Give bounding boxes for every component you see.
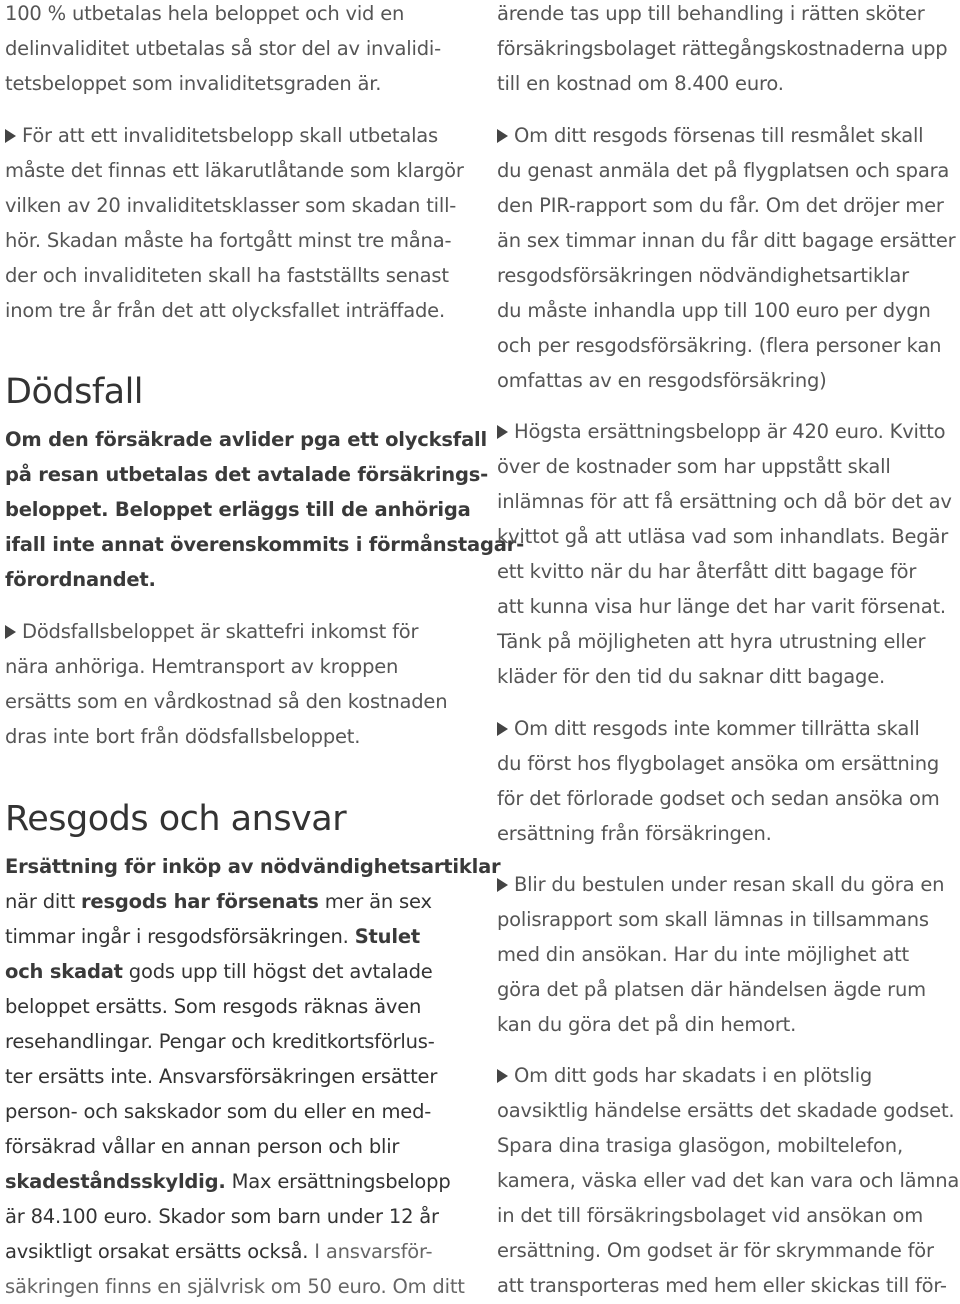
text-line: hör. Skadan måste ha fortgått minst tre måna-: [5, 229, 452, 252]
text-line: över de kostnader som har uppstått skall: [497, 455, 891, 478]
text-line: säkringen finns en självrisk om 50 euro. Om ditt: [5, 1275, 465, 1298]
text-line: Tänk på möjligheten att hyra utrustning eller: [497, 630, 926, 653]
text-line: till en kostnad om 8.400 euro.: [497, 72, 784, 95]
bullet-paragraph-line: Om ditt resgods försenas till resmålet skall: [497, 118, 923, 153]
text-line: göra det på platsen där händelsen ägde rum: [497, 978, 926, 1001]
text-line: tetsbeloppet som invaliditetsgraden är.: [5, 72, 382, 95]
bullet-paragraph-line: Dödsfallsbeloppet är skattefri inkomst för: [5, 614, 418, 649]
bullet-triangle-icon: [497, 722, 508, 736]
text-line: Spara dina trasiga glasögon, mobiltelefon,: [497, 1134, 903, 1157]
text-line: avsiktligt orsakat ersätts också. I ansvarsför-: [5, 1240, 433, 1263]
text-line: ärende tas upp till behandling i rätten sköter: [497, 2, 925, 25]
bullet-paragraph-line: För att ett invaliditetsbelopp skall utbetalas: [5, 118, 438, 153]
bold-text-line: beloppet. Beloppet erläggs till de anhöriga: [5, 498, 471, 521]
text-line: kan du göra det på din hemort.: [497, 1013, 797, 1036]
text-line: du genast anmäla det på flygplatsen och spara: [497, 159, 950, 182]
text-line: resgodsförsäkringen nödvändighetsartiklar: [497, 264, 909, 287]
text-line: person- och sakskador som du eller en med-: [5, 1100, 432, 1123]
text-line: nära anhöriga. Hemtransport av kroppen: [5, 655, 399, 678]
text-line: polisrapport som skall lämnas in tillsammans: [497, 908, 929, 931]
text-line: delinvaliditet utbetalas så stor del av invalidi-: [5, 37, 441, 60]
text-line: ter ersätts inte. Ansvarsförsäkringen ersätter: [5, 1065, 438, 1088]
text-line: att transporteras med hem eller skickas till för-: [497, 1274, 947, 1297]
text-line: der och invaliditeten skall ha fastställts senast: [5, 264, 449, 287]
text-line: vilken av 20 invaliditetsklasser som skadan till-: [5, 194, 457, 217]
text-line: ersätts som en vårdkostnad så den kostnaden: [5, 690, 448, 713]
bullet-triangle-icon: [497, 878, 508, 892]
bold-text-line: ifall inte annat överenskommits i förmånstagar-: [5, 533, 524, 556]
text-line: försäkrad vållar en annan person och blir: [5, 1135, 400, 1158]
text-line: ett kvitto när du har återfått ditt bagage för: [497, 560, 917, 583]
text-line: måste det finnas ett läkarutlåtande som klargör: [5, 159, 464, 182]
text-line: för det förlorade godset och sedan ansöka om: [497, 787, 940, 810]
bullet-triangle-icon: [5, 625, 16, 639]
text-line: resehandlingar. Pengar och kreditkortsförlus-: [5, 1030, 435, 1053]
bullet-paragraph-line: Blir du bestulen under resan skall du göra en: [497, 867, 944, 902]
text-line: omfattas av en resgodsförsäkring): [497, 369, 827, 392]
text-line: när ditt resgods har försenats mer än sex: [5, 890, 432, 913]
text-line: inlämnas för att få ersättning och då bör det av: [497, 490, 952, 513]
bullet-triangle-icon: [497, 1069, 508, 1083]
text-line: kläder för den tid du saknar ditt bagage.: [497, 665, 886, 688]
text-line: är 84.100 euro. Skador som barn under 12 år: [5, 1205, 439, 1228]
section-heading-dodsfall: Dödsfall: [5, 372, 144, 412]
text-line: in det till försäkringsbolaget vid ansökan om: [497, 1204, 924, 1227]
text-line: 100 % utbetalas hela beloppet och vid en: [5, 2, 405, 25]
text-line: du först hos flygbolaget ansöka om ersättning: [497, 752, 940, 775]
text-line: kvittot gå att utläsa vad som inhandlats. Begär: [497, 525, 949, 548]
text-line: timmar ingår i resgodsförsäkringen. Stulet: [5, 925, 420, 948]
text-line: ersättning. Om godset är för skrymmande för: [497, 1239, 934, 1262]
text-line: än sex timmar innan du får ditt bagage ersätter: [497, 229, 956, 252]
text-line: kamera, väska eller vad det kan vara och lämna: [497, 1169, 960, 1192]
bold-text-line: förordnandet.: [5, 568, 156, 591]
text-line: försäkringsbolaget rättegångskostnaderna upp: [497, 37, 948, 60]
bullet-triangle-icon: [5, 129, 16, 143]
text-line: Ersättning för inköp av nödvändighetsartiklar: [5, 855, 501, 878]
text-line: att kunna visa hur länge det har varit försenat.: [497, 595, 946, 618]
bullet-triangle-icon: [497, 129, 508, 143]
bullet-paragraph-line: Högsta ersättningsbelopp är 420 euro. Kvitto: [497, 414, 945, 449]
text-line: oavsiktlig händelse ersätts det skadade godset.: [497, 1099, 955, 1122]
text-line: med din ansökan. Har du inte möjlighet att: [497, 943, 909, 966]
text-line: inom tre år från det att olycksfallet inträffade.: [5, 299, 445, 322]
text-line: skadeståndsskyldig. Max ersättningsbelopp: [5, 1170, 451, 1193]
text-line: beloppet ersätts. Som resgods räknas även: [5, 995, 422, 1018]
bullet-paragraph-line: Om ditt resgods inte kommer tillrätta skall: [497, 711, 920, 746]
text-line: den PIR-rapport som du får. Om det dröjer mer: [497, 194, 944, 217]
bullet-triangle-icon: [497, 425, 508, 439]
bullet-paragraph-line: Om ditt gods har skadats i en plötslig: [497, 1058, 872, 1093]
text-line: du måste inhandla upp till 100 euro per dygn: [497, 299, 931, 322]
text-line: och skadat gods upp till högst det avtalade: [5, 960, 433, 983]
section-heading-resgods: Resgods och ansvar: [5, 799, 347, 839]
text-line: och per resgodsförsäkring. (flera personer kan: [497, 334, 942, 357]
bold-text-line: Om den försäkrade avlider pga ett olycksfall: [5, 428, 488, 451]
text-line: dras inte bort från dödsfallsbeloppet.: [5, 725, 361, 748]
text-line: ersättning från försäkringen.: [497, 822, 772, 845]
bold-text-line: på resan utbetalas det avtalade försäkrings-: [5, 463, 489, 486]
